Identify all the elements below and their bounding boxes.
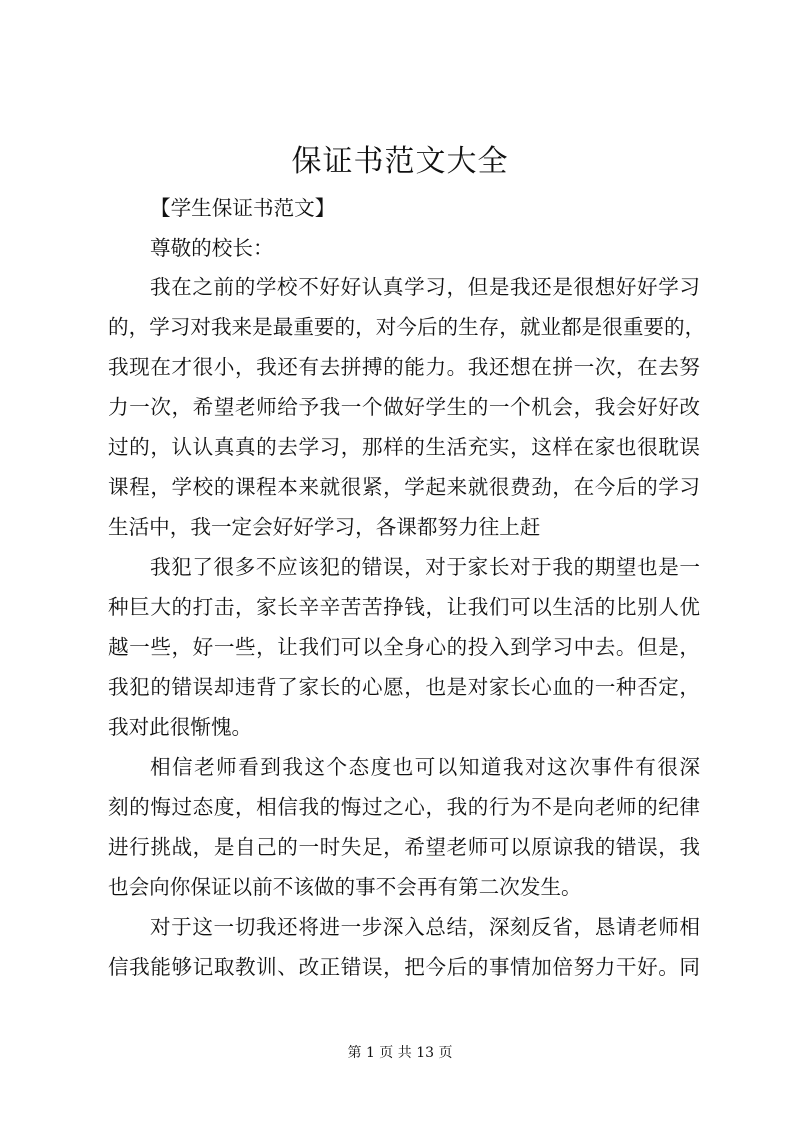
paragraph-line: 过的，认认真真的去学习，那样的生活充实，这样在家也很耽误 bbox=[108, 435, 700, 459]
page-title: 保证书范文大全 bbox=[291, 144, 509, 179]
page-footer: 第 1 页 共 13 页 bbox=[347, 1045, 453, 1061]
paragraph-line: 我犯的错误却违背了家长的心愿，也是对家长心血的一种否定， bbox=[108, 675, 700, 699]
paragraph-line: 我在之前的学校不好好认真学习，但是我还是很想好好学习 bbox=[150, 275, 700, 299]
paragraph-line: 我犯了很多不应该犯的错误，对于家长对于我的期望也是一 bbox=[150, 555, 700, 579]
paragraph-line: 课程，学校的课程本来就很紧，学起来就很费劲，在今后的学习 bbox=[108, 475, 700, 499]
salutation: 尊敬的校长： bbox=[150, 236, 274, 260]
paragraph-line: 我对此很惭愧。 bbox=[108, 715, 253, 739]
paragraph-line: 对于这一切我还将进一步深入总结，深刻反省，恳请老师相 bbox=[150, 915, 700, 939]
paragraph-line: 也会向你保证以前不该做的事不会再有第二次发生。 bbox=[108, 875, 582, 899]
paragraph-line: 进行挑战，是自己的一时失足，希望老师可以原谅我的错误，我 bbox=[108, 835, 700, 859]
paragraph-line: 越一些，好一些，让我们可以全身心的投入到学习中去。但是， bbox=[108, 635, 700, 659]
paragraph-line: 力一次，希望老师给予我一个做好学生的一个机会，我会好好改 bbox=[108, 395, 700, 419]
paragraph-line: 刻的悔过态度，相信我的悔过之心，我的行为不是向老师的纪律 bbox=[108, 795, 700, 819]
paragraph-line: 种巨大的打击，家长辛辛苦苦挣钱，让我们可以生活的比别人优 bbox=[108, 595, 700, 619]
paragraph-line: 信我能够记取教训、改正错误，把今后的事情加倍努力干好。同 bbox=[108, 955, 700, 979]
paragraph-line: 生活中，我一定会好好学习，各课都努力往上赶 bbox=[108, 515, 541, 539]
paragraph-line: 我现在才很小，我还有去拼搏的能力。我还想在拼一次，在去努 bbox=[108, 355, 700, 379]
paragraph-line: 的，学习对我来是最重要的，对今后的生存，就业都是很重要的， bbox=[108, 315, 706, 339]
paragraph-line: 相信老师看到我这个态度也可以知道我对这次事件有很深 bbox=[150, 755, 700, 779]
section-heading: 【学生保证书范文】 bbox=[150, 196, 336, 220]
